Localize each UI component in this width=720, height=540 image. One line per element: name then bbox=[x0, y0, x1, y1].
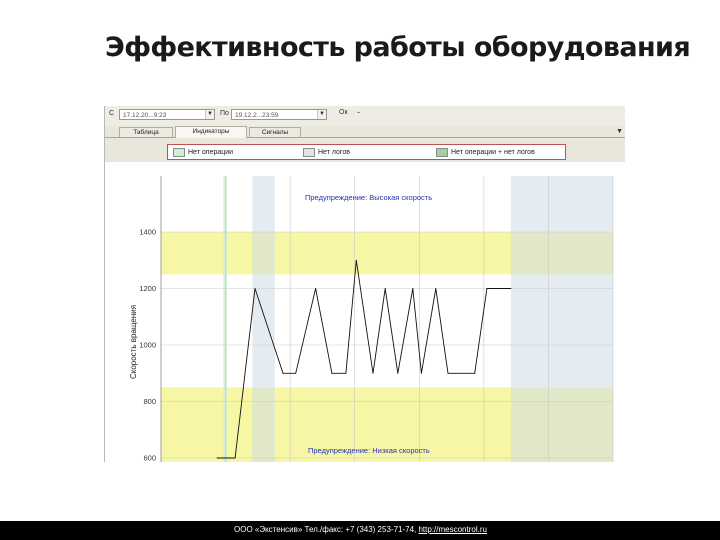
legend-label: Нет логов bbox=[318, 149, 350, 156]
no-logs-band bbox=[511, 176, 613, 462]
footer bbox=[0, 521, 720, 540]
legend-swatch bbox=[173, 148, 185, 157]
legend-label: Нет операции + нет логов bbox=[451, 149, 535, 156]
tab-table[interactable]: Таблица bbox=[119, 127, 173, 137]
tab-indicators[interactable]: Индикаторы bbox=[175, 126, 247, 138]
data-point bbox=[474, 373, 475, 374]
data-point bbox=[397, 373, 398, 374]
data-point bbox=[421, 373, 422, 374]
y-tick-label: 1000 bbox=[139, 340, 156, 350]
legend-swatch bbox=[436, 148, 448, 157]
to-label: По bbox=[220, 110, 229, 117]
data-point bbox=[372, 373, 373, 374]
legend-label: Нет операции bbox=[188, 149, 234, 156]
data-point bbox=[510, 288, 511, 289]
y-tick-label: 800 bbox=[143, 397, 156, 406]
data-point bbox=[283, 373, 284, 374]
slide-title: Эффективность работы оборудования bbox=[105, 32, 691, 63]
app-window bbox=[104, 106, 625, 462]
data-point bbox=[217, 458, 218, 459]
data-point bbox=[345, 373, 346, 374]
data-point bbox=[235, 458, 236, 459]
data-point bbox=[315, 288, 316, 289]
from-label: С bbox=[109, 110, 115, 117]
chart-legend bbox=[167, 144, 566, 160]
data-point bbox=[255, 288, 256, 289]
no-operation-band bbox=[223, 176, 227, 462]
ok-button[interactable]: Ок bbox=[339, 109, 348, 116]
y-tick-label: 600 bbox=[143, 453, 156, 462]
footer-link[interactable]: http://mescontrol.ru bbox=[418, 525, 487, 534]
data-point bbox=[412, 288, 413, 289]
from-date-value: 17.12.20...9:23 bbox=[123, 112, 167, 119]
data-point bbox=[331, 373, 332, 374]
data-point bbox=[435, 288, 436, 289]
y-tick-label: 1200 bbox=[139, 284, 156, 293]
y-tick-label: 1400 bbox=[139, 227, 156, 237]
legend-swatch bbox=[303, 148, 315, 157]
y-axis-label: Скорость вращения bbox=[129, 304, 138, 380]
extra-toolbar-label: - bbox=[357, 107, 360, 117]
data-point bbox=[356, 260, 357, 261]
chevron-down-icon[interactable]: ▼ bbox=[616, 128, 623, 135]
no-logs-band bbox=[252, 176, 275, 462]
low-speed-warning-label: Предупреждение: Низкая скорость bbox=[308, 446, 430, 455]
footer-contact bbox=[234, 525, 487, 534]
data-point bbox=[295, 373, 296, 374]
chevron-down-icon[interactable]: ▼ bbox=[317, 110, 326, 119]
to-date-value: 19.12.2...23:59 bbox=[235, 112, 279, 119]
data-point bbox=[448, 373, 449, 374]
data-point bbox=[486, 288, 487, 289]
tab-signals[interactable]: Сигналы bbox=[249, 127, 301, 137]
footer-text: ООО «Экстенсив» Тел./факс: +7 (343) 253-71-74, bbox=[234, 525, 417, 534]
high-speed-warning-label: Предупреждение: Высокая скорость bbox=[305, 193, 433, 202]
data-point bbox=[385, 288, 386, 289]
chevron-down-icon[interactable]: ▼ bbox=[205, 110, 214, 119]
